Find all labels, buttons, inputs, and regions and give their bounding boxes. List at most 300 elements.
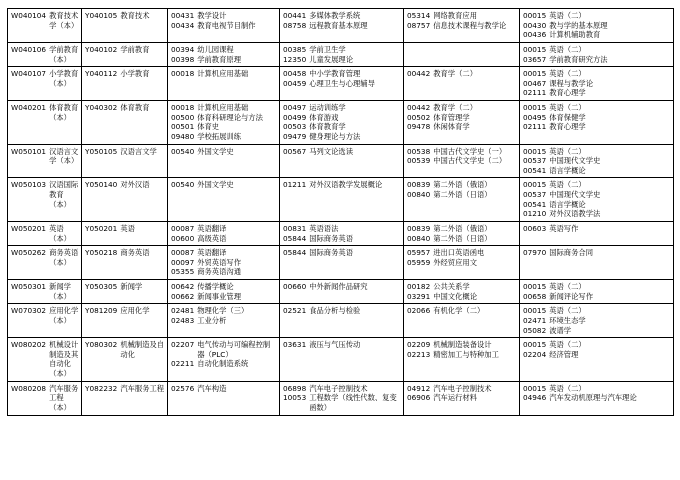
course-name: 汽车服务工程（本） (49, 383, 79, 412)
table-cell-exam-subject-3 (404, 280, 520, 304)
course-name: 对外汉语教学法 (549, 209, 601, 219)
course-code: 02209 (407, 340, 431, 350)
course-code: 00500 (171, 112, 195, 122)
course-name: 教育学（二） (433, 69, 477, 79)
course-name: 商务英语 (120, 248, 150, 258)
course-name: 多媒体教学系统 (309, 11, 361, 20)
table-cell-exam-subject-1 (168, 178, 280, 222)
course-code: 00537 (523, 156, 547, 166)
course-code: 00097 (171, 257, 195, 267)
course-name: 计算机应用基础 (197, 69, 249, 79)
course-code: 12350 (283, 54, 307, 64)
course-code: 00497 (283, 103, 307, 112)
course-code: 00537 (523, 190, 547, 199)
course-code: 00015 (523, 340, 547, 350)
table-row (8, 42, 674, 66)
table-cell-major-code-name (8, 246, 82, 280)
course-code: 04912 (407, 383, 431, 393)
course-code: 00567 (283, 146, 307, 156)
course-code: 02521 (283, 306, 307, 316)
course-code: 00015 (523, 69, 547, 79)
table-cell-major-code-name (8, 42, 82, 66)
table-cell-exam-subject-1 (168, 221, 280, 245)
course-name: 教育电视节目制作 (197, 20, 256, 30)
course-name: 第二外语（俄语） (433, 180, 492, 190)
course-code: 00839 (407, 223, 431, 233)
course-name: 教与学的基本原理 (549, 20, 608, 30)
course-code: 00015 (523, 146, 547, 156)
course-code: W050103 (11, 180, 47, 190)
course-code: Y050140 (85, 180, 118, 190)
course-name: 汽车发动机原理与汽车理论 (549, 393, 637, 403)
course-code: 00434 (171, 20, 195, 30)
table-cell-specialty-code-name (82, 101, 168, 145)
course-name: 应用化学 (120, 306, 150, 316)
course-name: 中外新闻作品研究 (309, 282, 368, 291)
table-cell-exam-subject-3 (404, 42, 520, 66)
course-name: 运动训练学 (309, 103, 346, 112)
table-cell-specialty-code-name (82, 67, 168, 101)
course-code: 02111 (523, 88, 547, 98)
table-cell-exam-subject-1 (168, 144, 280, 178)
table-cell-specialty-code-name (82, 338, 168, 382)
table-cell-exam-subject-2 (280, 9, 404, 43)
course-name: 计算机应用基础 (197, 103, 249, 112)
course-name: 体育教育 (120, 103, 150, 112)
course-code: 02204 (523, 349, 547, 359)
course-code: 08757 (407, 20, 431, 30)
course-code: 06898 (283, 383, 307, 393)
course-code: 00467 (523, 78, 547, 88)
course-code: 02576 (171, 383, 195, 393)
table-cell-exam-subject-3 (404, 246, 520, 280)
course-code: W040104 (11, 11, 47, 20)
course-name: 体育保健学 (549, 112, 586, 122)
course-name: 商务英语（本） (49, 248, 79, 267)
course-code: Y040112 (85, 69, 118, 79)
course-code: W050201 (11, 223, 47, 233)
course-name: 对外汉语教学发展概论 (309, 180, 383, 190)
course-code: 00436 (523, 30, 547, 40)
course-name: 国际商务合同 (549, 248, 593, 258)
course-name: 食品分析与检验 (309, 306, 361, 316)
course-name: 教育技术 (120, 11, 150, 20)
course-code: 00503 (283, 122, 307, 132)
table-cell-exam-subject-1 (168, 42, 280, 66)
course-code: 08758 (283, 20, 307, 30)
course-code: Y081209 (85, 306, 118, 316)
course-name: 外贸英语写作 (197, 257, 241, 267)
course-name: 第二外语（俄语） (433, 223, 492, 233)
course-name: 应用化学（本） (49, 306, 79, 325)
course-code: 05844 (283, 248, 307, 258)
course-name: 汽车构造 (197, 383, 227, 393)
course-code: 03291 (407, 291, 431, 301)
course-name: 英语（本） (49, 223, 71, 243)
course-table (7, 8, 674, 416)
course-name: 对外汉语 (120, 180, 150, 190)
course-name: 远程教育基本原理 (309, 20, 368, 30)
course-code: 00015 (523, 44, 547, 54)
table-cell-major-code-name (8, 338, 82, 382)
table-cell-exam-subject-3 (404, 67, 520, 101)
course-code: 00394 (171, 44, 195, 54)
course-name: 工业分析 (197, 315, 227, 325)
table-cell-exam-subject-2 (280, 144, 404, 178)
course-name: 学前教育研究方法 (549, 54, 608, 64)
table-cell-exam-subject-4 (520, 338, 674, 382)
course-code: 00018 (171, 69, 195, 79)
course-code: 00015 (523, 306, 547, 316)
course-name: 公共关系学 (433, 282, 470, 291)
course-name: 英语（二） (549, 340, 586, 350)
table-cell-exam-subject-2 (280, 221, 404, 245)
course-name: 新闻事业管理 (197, 291, 241, 301)
course-name: 商务英语沟通 (197, 267, 241, 277)
table-cell-exam-subject-4 (520, 280, 674, 304)
course-name: 汽车电子控制技术 (309, 383, 368, 393)
course-code: W050301 (11, 282, 47, 291)
table-cell-exam-subject-3 (404, 221, 520, 245)
course-name: 英语 (120, 223, 135, 233)
course-code: 07970 (523, 248, 547, 258)
table-cell-exam-subject-3 (404, 101, 520, 145)
course-name: 儿童发展理论 (309, 54, 353, 64)
course-name: 国际商务英语 (309, 248, 353, 258)
course-code: Y040302 (85, 103, 118, 112)
course-code: 05957 (407, 248, 431, 258)
course-name: 心理卫生与心理辅导 (309, 78, 375, 88)
course-code: 02066 (407, 306, 431, 316)
table-row (8, 381, 674, 415)
course-name: 中小学教育管理 (309, 69, 361, 79)
table-cell-specialty-code-name (82, 381, 168, 415)
course-name: 英语（二） (549, 11, 586, 20)
table-row (8, 246, 674, 280)
course-code: W040106 (11, 44, 47, 54)
course-name: 英语（二） (549, 282, 586, 291)
table-cell-exam-subject-4 (520, 381, 674, 415)
course-code: 00441 (283, 11, 307, 20)
course-code: 00430 (523, 20, 547, 30)
course-code: 00603 (523, 223, 547, 233)
course-code: 00442 (407, 69, 431, 79)
course-code: 00540 (171, 180, 195, 190)
table-cell-exam-subject-4 (520, 144, 674, 178)
course-name: 波谱学 (549, 325, 572, 335)
table-cell-exam-subject-1 (168, 381, 280, 415)
course-code: Y080302 (85, 340, 118, 350)
course-name: 学前卫生学 (309, 44, 346, 54)
course-name: 机械制造装备设计 (433, 340, 492, 350)
course-code: 05355 (171, 267, 195, 277)
course-name: 电气传动与可编程控制器（PLC） (197, 340, 271, 359)
course-code: W070302 (11, 306, 47, 316)
course-code: 05314 (407, 11, 431, 20)
course-name: 体育史 (197, 122, 220, 132)
course-name: 学前教育原理 (197, 54, 241, 64)
course-code: 02207 (171, 340, 195, 350)
course-name: 英语（二） (549, 383, 586, 393)
table-cell-specialty-code-name (82, 246, 168, 280)
table-cell-major-code-name (8, 280, 82, 304)
course-name: 英语（二） (549, 103, 586, 112)
course-code: 00658 (523, 291, 547, 301)
course-code: 02471 (523, 315, 547, 325)
course-name: 体育管理学 (433, 112, 470, 122)
course-name: 新闻学（本） (49, 282, 71, 301)
course-name: 教育心理学 (549, 122, 586, 132)
course-code: 00642 (171, 282, 195, 291)
course-code: 00015 (523, 282, 547, 291)
course-code: 03657 (523, 54, 547, 64)
table-cell-specialty-code-name (82, 221, 168, 245)
table-cell-major-code-name (8, 221, 82, 245)
table-cell-exam-subject-2 (280, 178, 404, 222)
course-name: 汽车电子控制技术 (433, 383, 492, 393)
course-name: 英语写作 (549, 223, 579, 233)
course-code: 00499 (283, 112, 307, 122)
course-name: 语言学概论 (549, 199, 586, 209)
table-cell-exam-subject-2 (280, 338, 404, 382)
course-code: 00831 (283, 223, 307, 233)
course-code: 00459 (283, 78, 307, 88)
course-code: Y050305 (85, 282, 118, 291)
table-cell-exam-subject-4 (520, 178, 674, 222)
course-code: W080208 (11, 383, 47, 393)
course-code: 02481 (171, 306, 195, 316)
course-code: Y040105 (85, 11, 118, 20)
course-name: 英语（二） (549, 180, 586, 190)
course-code: 09478 (407, 122, 431, 132)
course-name: 教育学（二） (433, 103, 477, 112)
course-code: 00015 (523, 11, 547, 20)
course-name: 中国文化概论 (433, 291, 477, 301)
table-cell-exam-subject-1 (168, 304, 280, 338)
table-cell-exam-subject-2 (280, 67, 404, 101)
course-code: 00540 (171, 146, 195, 156)
course-name: 国际商务英语 (309, 233, 353, 243)
table-cell-exam-subject-2 (280, 381, 404, 415)
course-name: 汽车运行材料 (433, 393, 477, 403)
course-code: 00839 (407, 180, 431, 190)
table-cell-specialty-code-name (82, 42, 168, 66)
course-code: 10053 (283, 393, 307, 403)
course-code: 00442 (407, 103, 431, 112)
course-code: 00458 (283, 69, 307, 79)
course-name: 中国现代文学史 (549, 156, 601, 166)
course-name: 英语（二） (549, 146, 586, 156)
course-name: 小学教育 (120, 69, 150, 79)
course-name: 汽车服务工程 (120, 383, 165, 393)
course-code: 00541 (523, 165, 547, 175)
course-name: 工程数学（线性代数、复变函数） (309, 393, 397, 412)
course-name: 新闻评论写作 (549, 291, 593, 301)
course-name: 进出口英语函电 (433, 248, 485, 258)
table-row (8, 280, 674, 304)
course-code: Y050105 (85, 146, 118, 156)
course-code: Y040102 (85, 44, 118, 54)
course-code: 06906 (407, 393, 431, 403)
table-cell-exam-subject-1 (168, 246, 280, 280)
course-name: 机械制造及自动化 (120, 340, 165, 359)
table-cell-exam-subject-1 (168, 338, 280, 382)
course-code: Y050218 (85, 248, 118, 258)
table-row (8, 221, 674, 245)
course-name: 传播学概论 (197, 282, 234, 291)
course-code: 05082 (523, 325, 547, 335)
course-code: 00501 (171, 122, 195, 132)
course-name: 高级英语 (197, 233, 227, 243)
course-name: 有机化学（二） (433, 306, 485, 316)
course-name: 外国文学史 (197, 146, 234, 156)
course-name: 新闻学 (120, 282, 143, 291)
course-code: 00398 (171, 54, 195, 64)
course-code: 00015 (523, 383, 547, 393)
course-name: 外国文学史 (197, 180, 234, 190)
course-code: 00840 (407, 233, 431, 243)
table-cell-specialty-code-name (82, 280, 168, 304)
table-cell-exam-subject-2 (280, 246, 404, 280)
course-name: 液压与气压传动 (309, 340, 361, 350)
table-cell-exam-subject-4 (520, 304, 674, 338)
course-code: 00495 (523, 112, 547, 122)
course-name: 体育科研理论与方法 (197, 112, 263, 122)
course-name: 健身理论与方法 (309, 131, 361, 141)
course-name: 第二外语（日语） (433, 190, 492, 199)
course-code: 00385 (283, 44, 307, 54)
table-cell-exam-subject-2 (280, 42, 404, 66)
table-cell-exam-subject-4 (520, 9, 674, 43)
table-cell-exam-subject-4 (520, 101, 674, 145)
course-name: 经济管理 (549, 349, 579, 359)
table-row (8, 304, 674, 338)
course-name: 英语翻译 (197, 248, 227, 258)
course-name: 教学设计 (197, 11, 227, 20)
table-row (8, 178, 674, 222)
course-name: 体育教育学 (309, 122, 346, 132)
table-cell-exam-subject-3 (404, 338, 520, 382)
table-cell-exam-subject-1 (168, 67, 280, 101)
table-cell-specialty-code-name (82, 304, 168, 338)
table-cell-exam-subject-2 (280, 304, 404, 338)
course-name: 课程与教学论 (549, 78, 593, 88)
course-code: 00182 (407, 282, 431, 291)
table-cell-specialty-code-name (82, 178, 168, 222)
course-code: 05959 (407, 257, 431, 267)
table-cell-major-code-name (8, 381, 82, 415)
course-name: 教育心理学 (549, 88, 586, 98)
course-name: 物理化学（三） (197, 306, 249, 316)
course-code: 00087 (171, 223, 195, 233)
table-cell-exam-subject-2 (280, 280, 404, 304)
course-code: 00600 (171, 233, 195, 243)
course-name: 英语（二） (549, 69, 586, 79)
course-name: 学前教育 (120, 44, 150, 54)
course-name: 学校拓展训练 (197, 131, 241, 141)
course-code: 00015 (523, 103, 547, 112)
table-cell-major-code-name (8, 178, 82, 222)
course-name: 机械设计制造及其自动化（本） (49, 340, 79, 378)
table-cell-exam-subject-1 (168, 9, 280, 43)
course-code: W050262 (11, 248, 47, 258)
course-name: 小学教育（本） (49, 69, 79, 88)
table-cell-exam-subject-3 (404, 381, 520, 415)
course-code: 00539 (407, 156, 431, 166)
table-cell-exam-subject-3 (404, 144, 520, 178)
course-name: 马列文论选读 (309, 146, 353, 156)
course-code: Y082232 (85, 383, 118, 393)
table-body (8, 9, 674, 416)
course-code: 00660 (283, 282, 307, 291)
course-code: 02111 (523, 122, 547, 132)
course-code: 00840 (407, 190, 431, 199)
table-cell-specialty-code-name (82, 144, 168, 178)
course-code: 05844 (283, 233, 307, 243)
table-cell-exam-subject-4 (520, 246, 674, 280)
table-cell-major-code-name (8, 144, 82, 178)
table-cell-exam-subject-3 (404, 178, 520, 222)
course-name: 体育游戏 (309, 112, 339, 122)
table-cell-specialty-code-name (82, 9, 168, 43)
table-cell-exam-subject-4 (520, 221, 674, 245)
course-name: 第二外语（日语） (433, 233, 492, 243)
table-row (8, 9, 674, 43)
course-code: W080202 (11, 340, 47, 350)
course-name: 计算机辅助教育 (549, 30, 601, 40)
course-name: 英语（二） (549, 306, 586, 316)
course-code: 00087 (171, 248, 195, 258)
table-cell-exam-subject-3 (404, 304, 520, 338)
course-code: 09479 (283, 131, 307, 141)
course-code: 04946 (523, 393, 547, 403)
course-name: 英语语法 (309, 223, 339, 233)
table-cell-exam-subject-4 (520, 67, 674, 101)
course-name: 汉语言文学 (120, 146, 157, 156)
course-name: 自动化制造系统 (197, 359, 249, 369)
course-code: 09480 (171, 131, 195, 141)
course-code: 00541 (523, 199, 547, 209)
table-cell-major-code-name (8, 9, 82, 43)
table-cell-exam-subject-3 (404, 9, 520, 43)
course-name: 精密加工与特种加工 (433, 349, 499, 359)
table-row (8, 144, 674, 178)
course-code: 02211 (171, 359, 195, 369)
table-cell-exam-subject-1 (168, 280, 280, 304)
course-name: 网络教育应用 (433, 11, 477, 20)
course-code: W040201 (11, 103, 47, 112)
course-name: 休闲体育学 (433, 122, 470, 132)
course-code: 00662 (171, 291, 195, 301)
table-cell-major-code-name (8, 67, 82, 101)
table-row (8, 101, 674, 145)
table-cell-exam-subject-1 (168, 101, 280, 145)
course-code: 02213 (407, 349, 431, 359)
course-code: 03631 (283, 340, 307, 350)
course-name: 英语翻译 (197, 223, 227, 233)
course-name: 环境生态学 (549, 315, 586, 325)
table-row (8, 67, 674, 101)
course-code: 00538 (407, 146, 431, 156)
course-code: Y050201 (85, 223, 118, 233)
course-name: 学前教育（本） (49, 44, 79, 64)
course-name: 外经贸应用文 (433, 257, 477, 267)
table-row (8, 338, 674, 382)
course-code: W040107 (11, 69, 47, 79)
table-cell-exam-subject-2 (280, 101, 404, 145)
course-name: 中国现代文学史 (549, 190, 601, 199)
course-code: 00018 (171, 103, 195, 112)
